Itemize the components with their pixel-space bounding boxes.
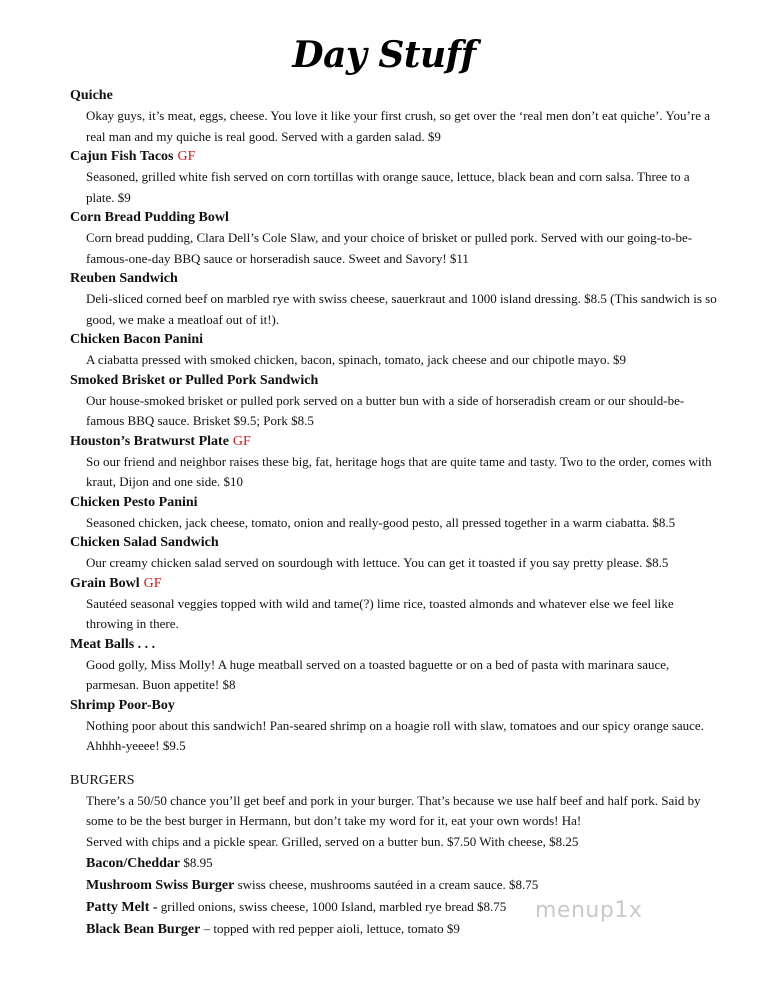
menu-item-quiche <box>70 86 720 147</box>
burger-option-name: Black Bean Burger <box>86 922 201 937</box>
gluten-free-badge: GF <box>177 149 196 164</box>
menu-item-chicken-pesto-panini <box>70 493 720 534</box>
item-name: Smoked Brisket or Pulled Pork Sandwich <box>70 372 319 388</box>
burgers-served: Served with chips and a pickle spear. Grilled, served on a butter bun. $7.50 With cheese, $8.25 <box>86 833 579 849</box>
burgers-intro: There’s a 50/50 chance you’ll get beef and pork in your burger. That’s because we use half beef and half pork. Said by some to be the best burger in Hermann, but don’t take my word for it, eat your own words! Ha! <box>86 792 701 828</box>
item-description: A ciabatta pressed with smoked chicken, bacon, spinach, tomato, jack cheese and our chipotle mayo. $9 <box>86 352 627 367</box>
item-name: Reuben Sandwich <box>70 271 178 286</box>
item-description: Our house-smoked brisket or pulled pork served on a butter bun with a side of horseradish cream or our should-be-famous BBQ sauce. Brisket $9.5; Pork $8.5 <box>86 392 685 428</box>
item-name: Corn Bread Pudding Bowl <box>70 210 229 225</box>
gluten-free-badge: GF <box>143 575 162 591</box>
item-description: Good golly, Miss Molly! A huge meatball served on a toasted baguette or on a bed of pasta with marinara sauce, parmesan. Buon appetite! $8 <box>86 656 670 692</box>
item-description: Deli-sliced corned beef on marbled rye with swiss cheese, sauerkraut and 1000 island dressing. $8.5 (This sandwich is so good, we make a meatloaf out of it!). <box>86 291 717 327</box>
menu-item-reuben-sandwich <box>70 269 720 330</box>
item-description: So our friend and neighbor raises these big, fat, heritage hogs that are quite tame and tasty. Two to the order, comes with kraut, Dijon and one side. $10 <box>86 453 712 489</box>
item-description: Corn bread pudding, Clara Dell’s Cole Slaw, and your choice of brisket or pulled pork. Served with our going-to-be-famous-one-day BBQ sauce or horseradish sauce. Sweet and Savory! $11 <box>86 230 693 266</box>
menu-item-grain-bowl <box>70 574 720 635</box>
menu-item-meat-balls <box>70 635 720 696</box>
item-name: Grain Bowl GF <box>70 575 162 591</box>
burger-option <box>86 852 720 874</box>
item-name: Chicken Salad Sandwich <box>70 535 219 550</box>
menu-item-chicken-bacon-panini <box>70 330 720 371</box>
burger-option-detail: grilled onions, swiss cheese, 1000 Island, marbled rye bread $8.75 <box>157 899 507 914</box>
item-description: Seasoned chicken, jack cheese, tomato, onion and really-good pesto, all pressed together in a warm ciabatta. $8.5 <box>86 514 676 530</box>
item-description: Okay guys, it’s meat, eggs, cheese. You love it like your first crush, so get over the ‘real men don’t eat quiche’. You’re a real man and my quiche is real good. Served with a garden salad. $9 <box>86 108 710 144</box>
item-name: Chicken Bacon Panini <box>70 332 204 347</box>
item-description: Our creamy chicken salad served on sourdough with lettuce. You can get it toasted if you say pretty please. $8.5 <box>86 555 669 570</box>
menu-item-chicken-salad-sandwich <box>70 533 720 574</box>
burgers-heading: BURGERS <box>70 772 135 788</box>
menu-item-brisket-pork-sandwich <box>70 371 720 432</box>
item-name: Shrimp Poor-Boy <box>70 697 175 713</box>
item-description: Sautéed seasonal veggies topped with wild and tame(?) lime rice, toasted almonds and whatever else we feel like throwing in there. <box>86 595 674 631</box>
menu-item-shrimp-poor-boy <box>70 696 720 757</box>
burger-option-name: Mushroom Swiss Burger <box>86 878 235 893</box>
burger-option-name: Bacon/Cheddar <box>86 856 181 871</box>
item-description: Nothing poor about this sandwich! Pan-seared shrimp on a hoagie roll with slaw, tomatoes and our spicy orange sauce. Ahhhh-yeeee! $9.5 <box>86 717 704 753</box>
item-name: Houston’s Bratwurst Plate GF <box>70 433 251 449</box>
burger-option-detail: – topped with red pepper aioli, lettuce, tomato $9 <box>200 921 460 936</box>
gluten-free-badge: GF <box>232 433 251 449</box>
menu-item-corn-bread-pudding-bowl <box>70 208 720 269</box>
item-name: Cajun Fish Tacos GF <box>70 149 196 164</box>
burger-option <box>86 874 720 896</box>
menu-title: Day Stuff <box>292 34 476 76</box>
watermark: menup1x <box>535 898 643 923</box>
menu-list <box>70 86 720 940</box>
menu-item-bratwurst-plate <box>70 432 720 493</box>
burger-option-name: Patty Melt - <box>86 900 158 915</box>
item-name: Quiche <box>70 88 113 103</box>
burger-option-detail: $8.95 <box>180 855 213 870</box>
item-name: Chicken Pesto Panini <box>70 494 198 510</box>
item-description: Seasoned, grilled white fish served on corn tortillas with orange sauce, lettuce, black bean and corn salsa. Three to a plate. $9 <box>86 169 690 205</box>
menu-item-cajun-fish-tacos <box>70 147 720 208</box>
item-name: Meat Balls . . . <box>70 636 156 652</box>
burger-option-detail: swiss cheese, mushrooms sautéed in a cream sauce. $8.75 <box>234 877 539 892</box>
